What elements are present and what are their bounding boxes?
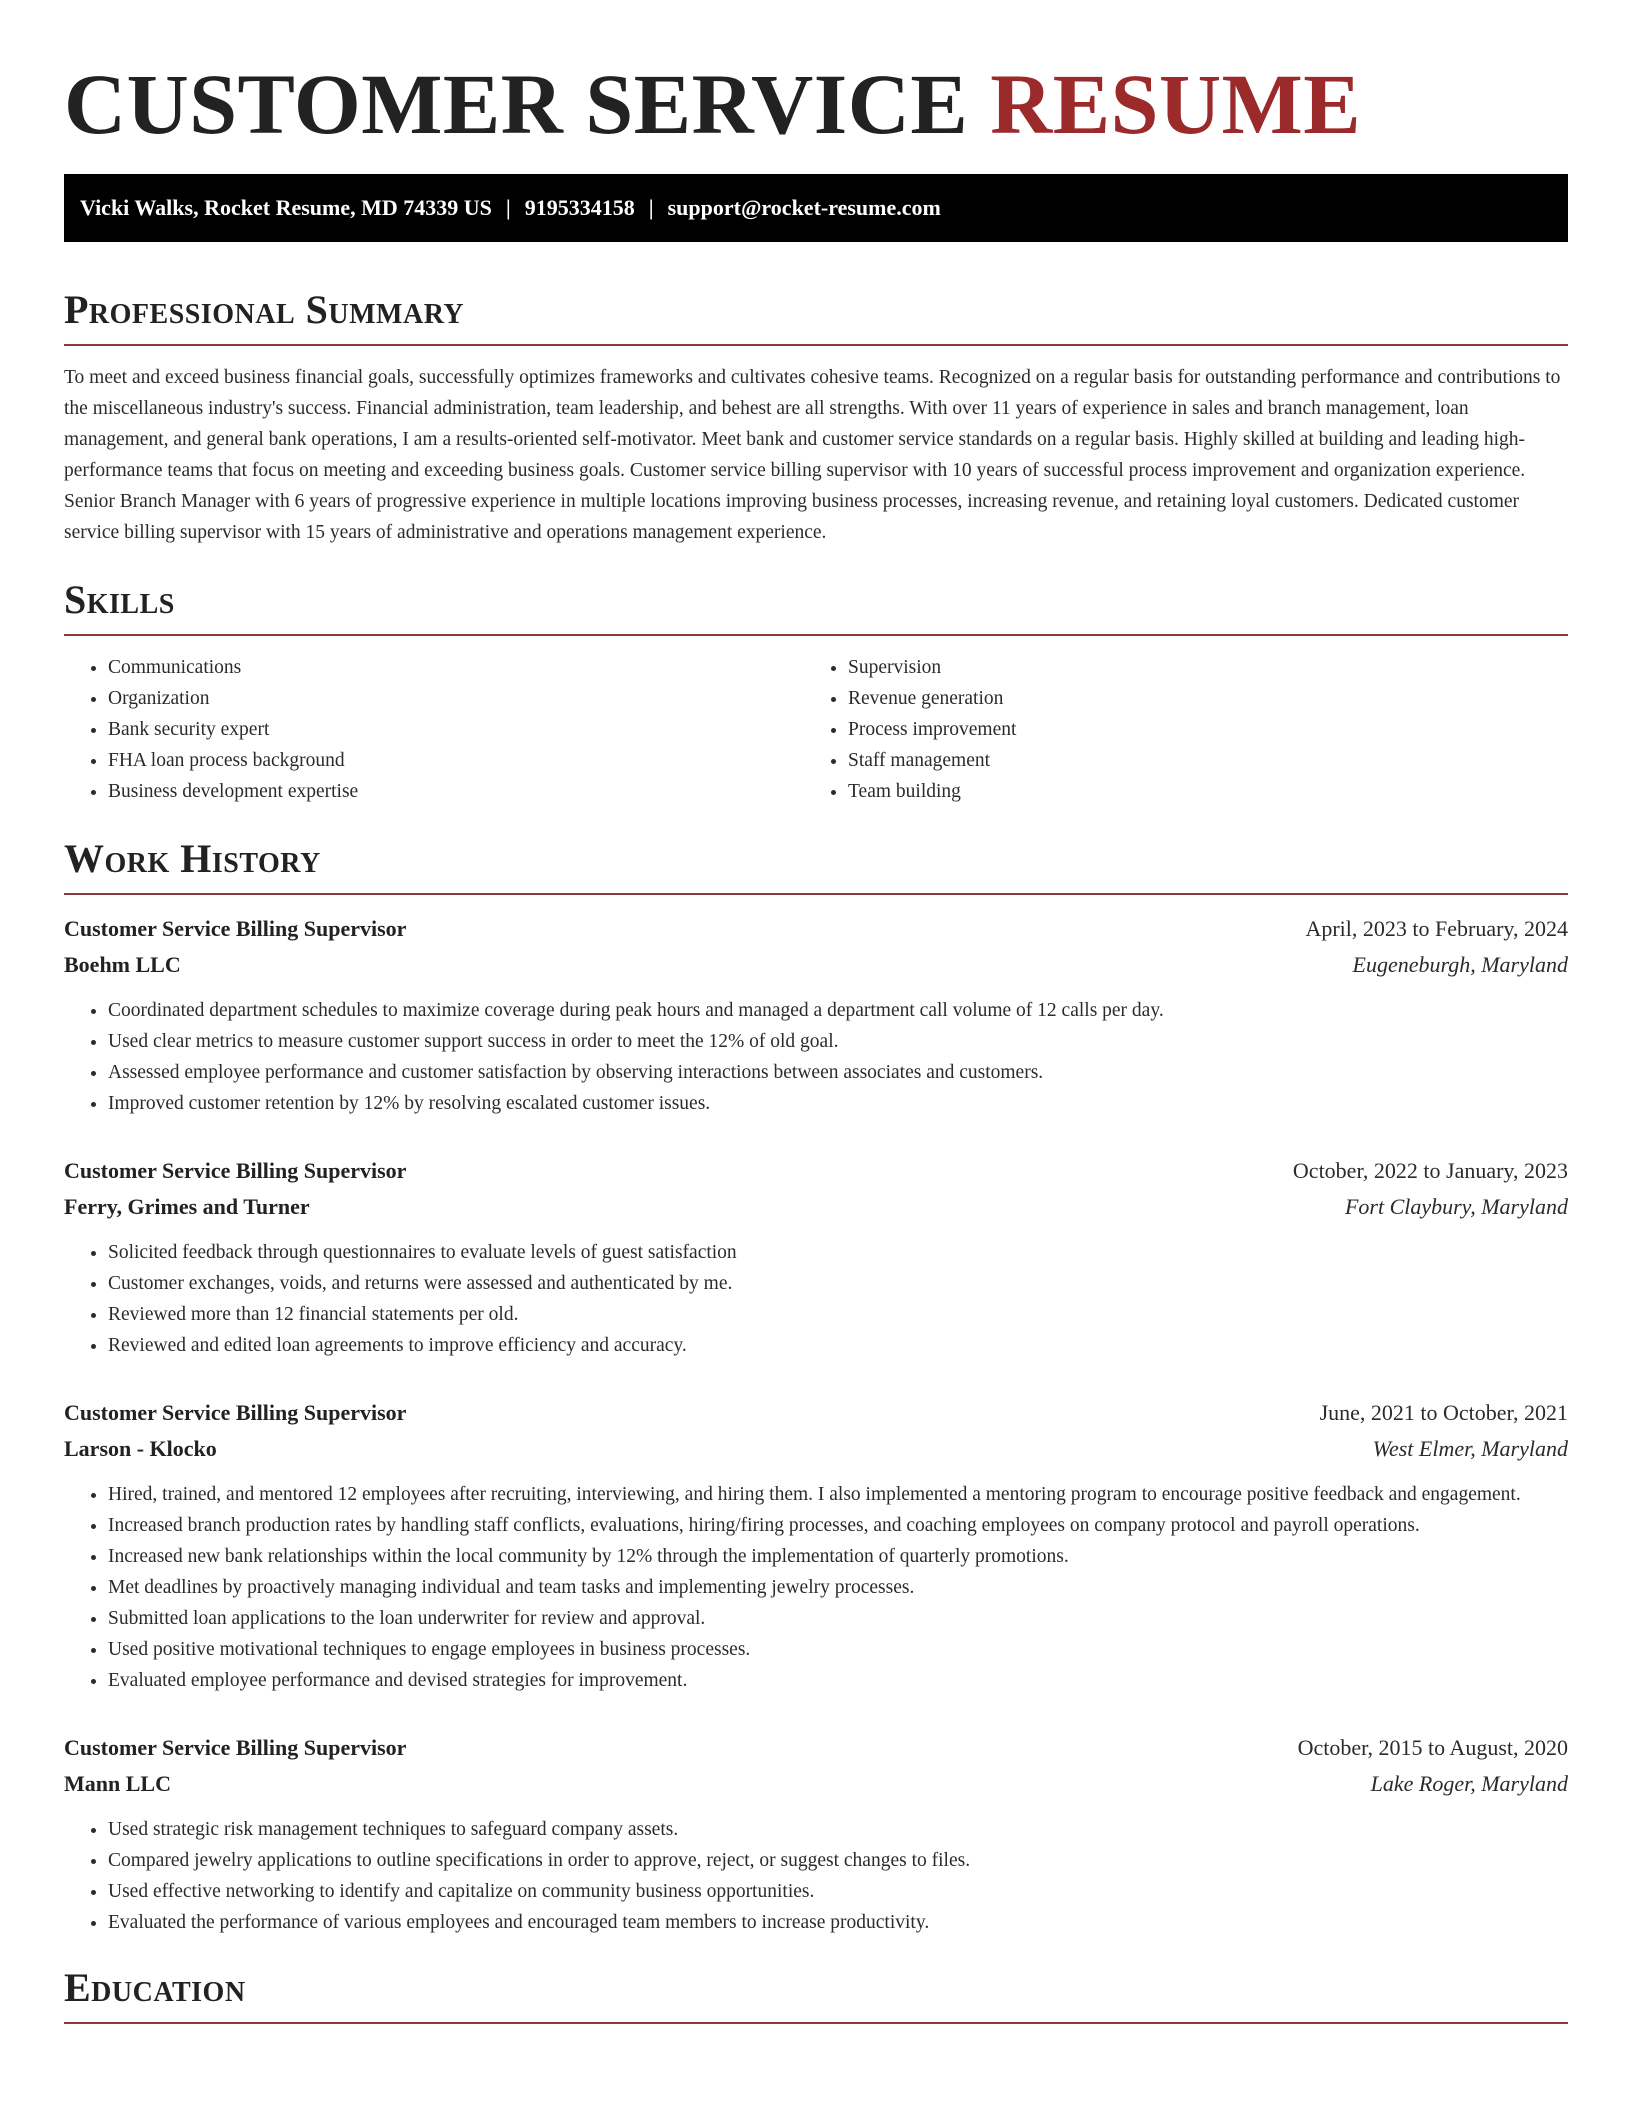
contact-bar [64,174,1568,242]
job-bullets [64,1814,1568,1938]
job-bullet: • Reviewed and edited loan agreements to improve efficiency and accuracy. [108,1330,1568,1361]
job-bullets [64,995,1568,1119]
job-bullet: • Increased new bank relationships within the local community by 12% through the implementation of quarterly promotions. [108,1541,1568,1572]
job-bullet: • Evaluated employee performance and devised strategies for improvement. [108,1665,1568,1696]
skills-list-left [64,652,804,807]
job-company: Larson - Klocko [64,1436,217,1461]
job-bullet: • Submitted loan applications to the loan underwriter for review and approval. [108,1603,1568,1634]
job-dates: June, 2021 to October, 2021 [1319,1400,1568,1425]
education-heading: Education [64,1962,1568,2024]
contact-email: support@rocket-resume.com [667,195,941,220]
job-bullets [64,1479,1568,1696]
job-bullet: • Used strategic risk management techniques to safeguard company assets. [108,1814,1568,1845]
job-role: Customer Service Billing Supervisor [64,1735,407,1760]
skill-item: • Team building [848,776,1568,807]
skill-item: • FHA loan process background [108,745,804,776]
skill-item: • Staff management [848,745,1568,776]
skills-grid [64,652,1568,807]
job-company: Boehm LLC [64,952,181,977]
job-bullet: • Used clear metrics to measure customer support success in order to meet the 12% of old goal. [108,1026,1568,1057]
job-entry [64,1395,1568,1696]
job-bullets [64,1237,1568,1361]
skills-heading: Skills [64,574,1568,636]
title-main: CUSTOMER SERVICE [64,56,969,152]
job-bullet: • Used effective networking to identify and capitalize on community business opportunities. [108,1876,1568,1907]
title-accent: RESUME [990,56,1362,152]
job-dates: April, 2023 to February, 2024 [1305,916,1568,941]
job-bullet: • Evaluated the performance of various employees and encouraged team members to increase productivity. [108,1907,1568,1938]
skill-item: • Communications [108,652,804,683]
job-role: Customer Service Billing Supervisor [64,1158,407,1183]
work-history-heading: Work History [64,833,1568,895]
job-company-row [64,1189,1568,1225]
job-bullet: • Solicited feedback through questionnaires to evaluate levels of guest satisfaction [108,1237,1568,1268]
job-entry [64,1153,1568,1361]
job-location: Fort Claybury, Maryland [1344,1194,1568,1219]
summary-heading: Professional Summary [64,284,1568,346]
job-location: Lake Roger, Maryland [1370,1771,1568,1796]
contact-separator: | [648,195,654,220]
summary-text: To meet and exceed business financial goals, successfully optimizes frameworks and cultivates cohesive teams. Recognized on a regular basis for outstanding performance and contributions to the miscellaneous industry's success. Financial administration, team leadership, and behest are all strengths. With over 11 years of experience in sales and branch management, loan management, and general bank operations, I am a results-oriented self-motivator. Meet bank and customer service standards on a regular basis. Highly skilled at building and leading high-performance teams that focus on meeting and exceeding business goals. Customer service billing supervisor with 10 years of successful process improvement and organization experience. Senior Branch Manager with 6 years of progressive experience in multiple locations improving business processes, increasing revenue, and retaining loyal customers. Dedicated customer service billing supervisor with 15 years of administrative and operations management experience. [64,367,1561,543]
job-bullet: • Coordinated department schedules to maximize coverage during peak hours and managed a department call volume of 12 calls per day. [108,995,1568,1026]
job-company: Mann LLC [64,1771,171,1796]
skill-item: • Supervision [848,652,1568,683]
job-location: Eugeneburgh, Maryland [1352,952,1568,977]
contact-separator: | [505,195,511,220]
skill-item: • Organization [108,683,804,714]
job-company-row [64,1431,1568,1467]
resume-title [64,0,1568,154]
job-header-row [64,1730,1568,1766]
skill-item: • Revenue generation [848,683,1568,714]
job-bullet: • Reviewed more than 12 financial statements per old. [108,1299,1568,1330]
job-location: West Elmer, Maryland [1372,1436,1568,1461]
contact-phone: 9195334158 [524,195,635,220]
job-role: Customer Service Billing Supervisor [64,1400,407,1425]
job-bullet: • Increased branch production rates by handling staff conflicts, evaluations, hiring/firing processes, and coaching employees on company protocol and payroll operations. [108,1510,1568,1541]
job-bullet: • Improved customer retention by 12% by resolving escalated customer issues. [108,1088,1568,1119]
job-header-row [64,1153,1568,1189]
job-bullet: • Customer exchanges, voids, and returns were assessed and authenticated by me. [108,1268,1568,1299]
job-dates: October, 2022 to January, 2023 [1292,1158,1568,1183]
job-dates: October, 2015 to August, 2020 [1297,1735,1568,1760]
job-bullet: • Met deadlines by proactively managing individual and team tasks and implementing jewelry processes. [108,1572,1568,1603]
job-header-row [64,1395,1568,1431]
job-company-row [64,1766,1568,1802]
skill-item: • Business development expertise [108,776,804,807]
job-entry [64,911,1568,1119]
job-company-row [64,947,1568,983]
job-bullet: • Hired, trained, and mentored 12 employees after recruiting, interviewing, and hiring them. I also implemented a mentoring program to encourage positive feedback and engagement. [108,1479,1568,1510]
job-bullet: • Compared jewelry applications to outline specifications in order to approve, reject, or suggest changes to files. [108,1845,1568,1876]
skills-list-right [804,652,1568,807]
job-role: Customer Service Billing Supervisor [64,916,407,941]
job-bullet: • Assessed employee performance and customer satisfaction by observing interactions between associates and customers. [108,1057,1568,1088]
job-bullet: • Used positive motivational techniques to engage employees in business processes. [108,1634,1568,1665]
contact-address: Vicki Walks, Rocket Resume, MD 74339 US [80,195,492,220]
job-entry [64,1730,1568,1938]
skill-item: • Bank security expert [108,714,804,745]
skill-item: • Process improvement [848,714,1568,745]
job-header-row [64,911,1568,947]
job-company: Ferry, Grimes and Turner [64,1194,310,1219]
